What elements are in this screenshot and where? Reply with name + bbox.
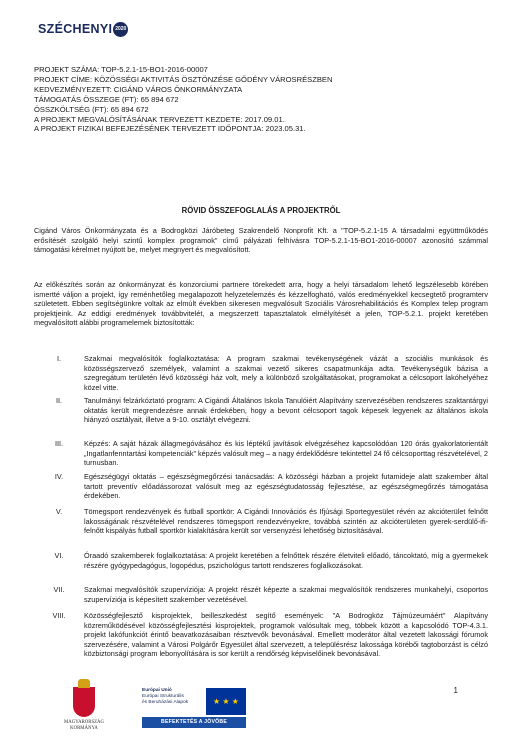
list-item [34,472,488,501]
logo-text: SZÉCHENYI [38,22,113,36]
list-item-number: VIII. [52,611,66,620]
list-item [34,354,488,392]
list-item [34,507,488,536]
government-label: MAGYARORSZÁG KORMÁNYA [64,720,104,731]
list-item [34,439,488,468]
meta-project-title: PROJEKT CÍME: KÖZÖSSÉGI AKTIVITÁS ÖSZTÖNZÉSE GŐDÉNY VÁROSRÉSZBEN [34,74,333,84]
list-item-text: Képzés: A saját házak állagmegóvásához és kis léptékű javítások elvégzéséhez kapcsolódóan 120 órás gyakorlatorientált „Ingatlanfenntartási kompetenciák” képzés valósult meg – a nagy érdeklődésre tekintettel 24 fő célcsoporttag részvételével, 2 turnusban. [84,439,488,468]
list-item-text: Szakmai megvalósítók foglalkoztatása: A program szakmai tevékenységének vázát a szociális munkások és közösségszervező személyek, valamint a szakmai vezető sikeres csapatmunkája adta. Tevékenységük bázisa a szegregátum területén lévő közösségi ház volt, mely a különböző szolgáltatásokat, programokat a célcsoport lakóhelyéhez közel vitte. [84,354,488,392]
intro-paragraph: Cigánd Város Önkormányzata és a Bodrogközi Járóbeteg Szakrendelő Nonprofit Kft. a "TOP-5.2.1-15 A társadalmi együttműködés erősítését szolgáló helyi szintű komplex programok" című pályázati felhívásra TOP-5.2.1-15-BO1-2016-00007 azonosító számmal támogatási kérelmet nyújtott be, melyet megnyert és megvalósított. [34,226,488,255]
summary-title: RÖVID ÖSSZEFOGLALÁS A PROJEKTRŐL [181,206,341,215]
list-item-number: V. [55,507,63,516]
meta-beneficiary: KEDVEZMÉNYEZETT: CIGÁND VÁROS ÖNKORMÁNYZATA [34,84,243,94]
hungarian-government-logo [56,687,112,731]
logo-badge: 2020 [113,22,128,37]
list-item-text: Óraadó szakemberek foglalkoztatása: A projekt keretében a felnőttek részére életviteli előadó, táncoktató, míg a gyermekek részére gyógypedagógus, logopédus, pszichológus tartott rendszeres foglalkozásokat. [84,551,488,570]
list-item [34,396,488,425]
investment-banner: BEFEKTETÉS A JÖVŐBE [142,717,246,728]
meta-start-date: A PROJEKT MEGVALÓSÍTÁSÁNAK TERVEZETT KEZDETE: 2017.09.01. [34,114,285,124]
list-item-number: VI. [54,551,64,560]
list-item-number: IV. [54,472,64,481]
list-item-number: I. [56,354,62,363]
list-item-number: VII. [53,585,65,594]
page-number: 1 [453,686,458,695]
list-item [34,585,488,604]
meta-total-cost: ÖSSZKÖLTSÉG (FT): 65 894 672 [34,104,149,114]
list-item-number: II. [55,396,63,405]
szechenyi-logo [38,17,128,41]
eu-funds-logo [142,688,250,728]
list-item [34,551,488,570]
preparation-paragraph: Az előkészítés során az önkormányzat és konzorciumi partnere törekedett arra, hogy a helyi társadalom lehető legszélesebb körében ismertté váljon a projekt, így reménhetőleg megalapozott helyzetelemzés és kézzelfogható, valós eredményekkel kecsegtető programterv születetett. Ebben segítségünkre voltak az elmúlt években sikeresen megvalósult Szociális Városrehabilitációs és Komplex telep program projektjeink. Az eddigi eredmények továbbvitelét, a megszerzett tapasztalatok elmélyítését a jelen, TOP-5.2.1. projekt keretében megvalósított alábbi programelemek biztosították: [34,280,488,328]
list-item-text: Közösségfejlesztő kisprojektek, beilleszkedést segítő események: "A Bodrogköz Tájmúzeumáért" Alapítvány közreműködésével közösségfejlesztési kisprojektek, programok valósultak meg, többek között a kapcsolódó TOP-4.3.1. projekt lakófunkciót érintő beavatkozásaiban résztvevők bevonásával. Emellett moderátor által vezetett lakossági fórumok szervezésére, valamint a Városi Polgárőr Egyesület által szervezett, a településrész lakossága körébői tagtoborzást is célzó közbiztonsági program lebonyolítására is sor került a rendőrség képviselőinek bevonásával. [84,611,488,659]
list-item-text: Szakmai megvalósítók szupervíziója: A projekt részét képezte a szakmai megvalósítók rendszeres munkahelyi, csoportos szupervíziója is képesített szakember vezetésével. [84,585,488,604]
meta-end-date: A PROJEKT FIZIKAI BEFEJEZÉSÉNEK TERVEZETT IDŐPONTJA: 2023.05.31. [34,124,306,134]
list-item-text: Egészségügyi oktatás – egészségmegőrzési tanácsadás: A közösségi házban a projekt futamideje alatt szakember által tartott preventív előadássorozat valósult meg az egészségtudatosság fejlesztése, az egészségmegőrzés támogatása érdekében. [84,472,488,501]
list-item-number: III. [54,439,64,448]
eu-funds-text: Európai Unió Európai Strukturális és Beruházási Alapok [142,688,189,706]
list-item-text: Tömegsport rendezvények és futball sportkör: A Cigándi Innovációs és Ifjúsági Sportegyesület révén az akcióterület felnőtt lakosságának részvételével rendszeres tömegsport rendezvényekre, továbbá szintén az akcióterületen gyerek-serdülő-ifi-felnőtt kispályás futball sportkör kialakítására került sor versenyzési lehetőség biztosításával. [84,507,488,536]
coat-of-arms-icon [73,687,95,717]
eu-flag-icon: ★ ★ ★ [206,688,246,715]
list-item-text: Tanulmányi felzárkóztató program: A Cigándi Általános Iskola Tanulóiért Alapítvány szervezésében rendszeres szaktantárgyi oktatás került megrendezésre annak érdekében, hogy a bevont célcsoport tagok képesek legyenek az általános iskola hiányzó osztályait, illetve a 9-10. osztályt elvégezni. [84,396,488,425]
meta-project-number: PROJEKT SZÁMA: TOP-5.2.1-15-BO1-2016-00007 [34,65,208,74]
list-item [34,611,488,659]
meta-support-amount: TÁMOGATÁS ÖSSZEGE (FT): 65 894 672 [34,94,179,104]
project-meta [34,65,494,134]
